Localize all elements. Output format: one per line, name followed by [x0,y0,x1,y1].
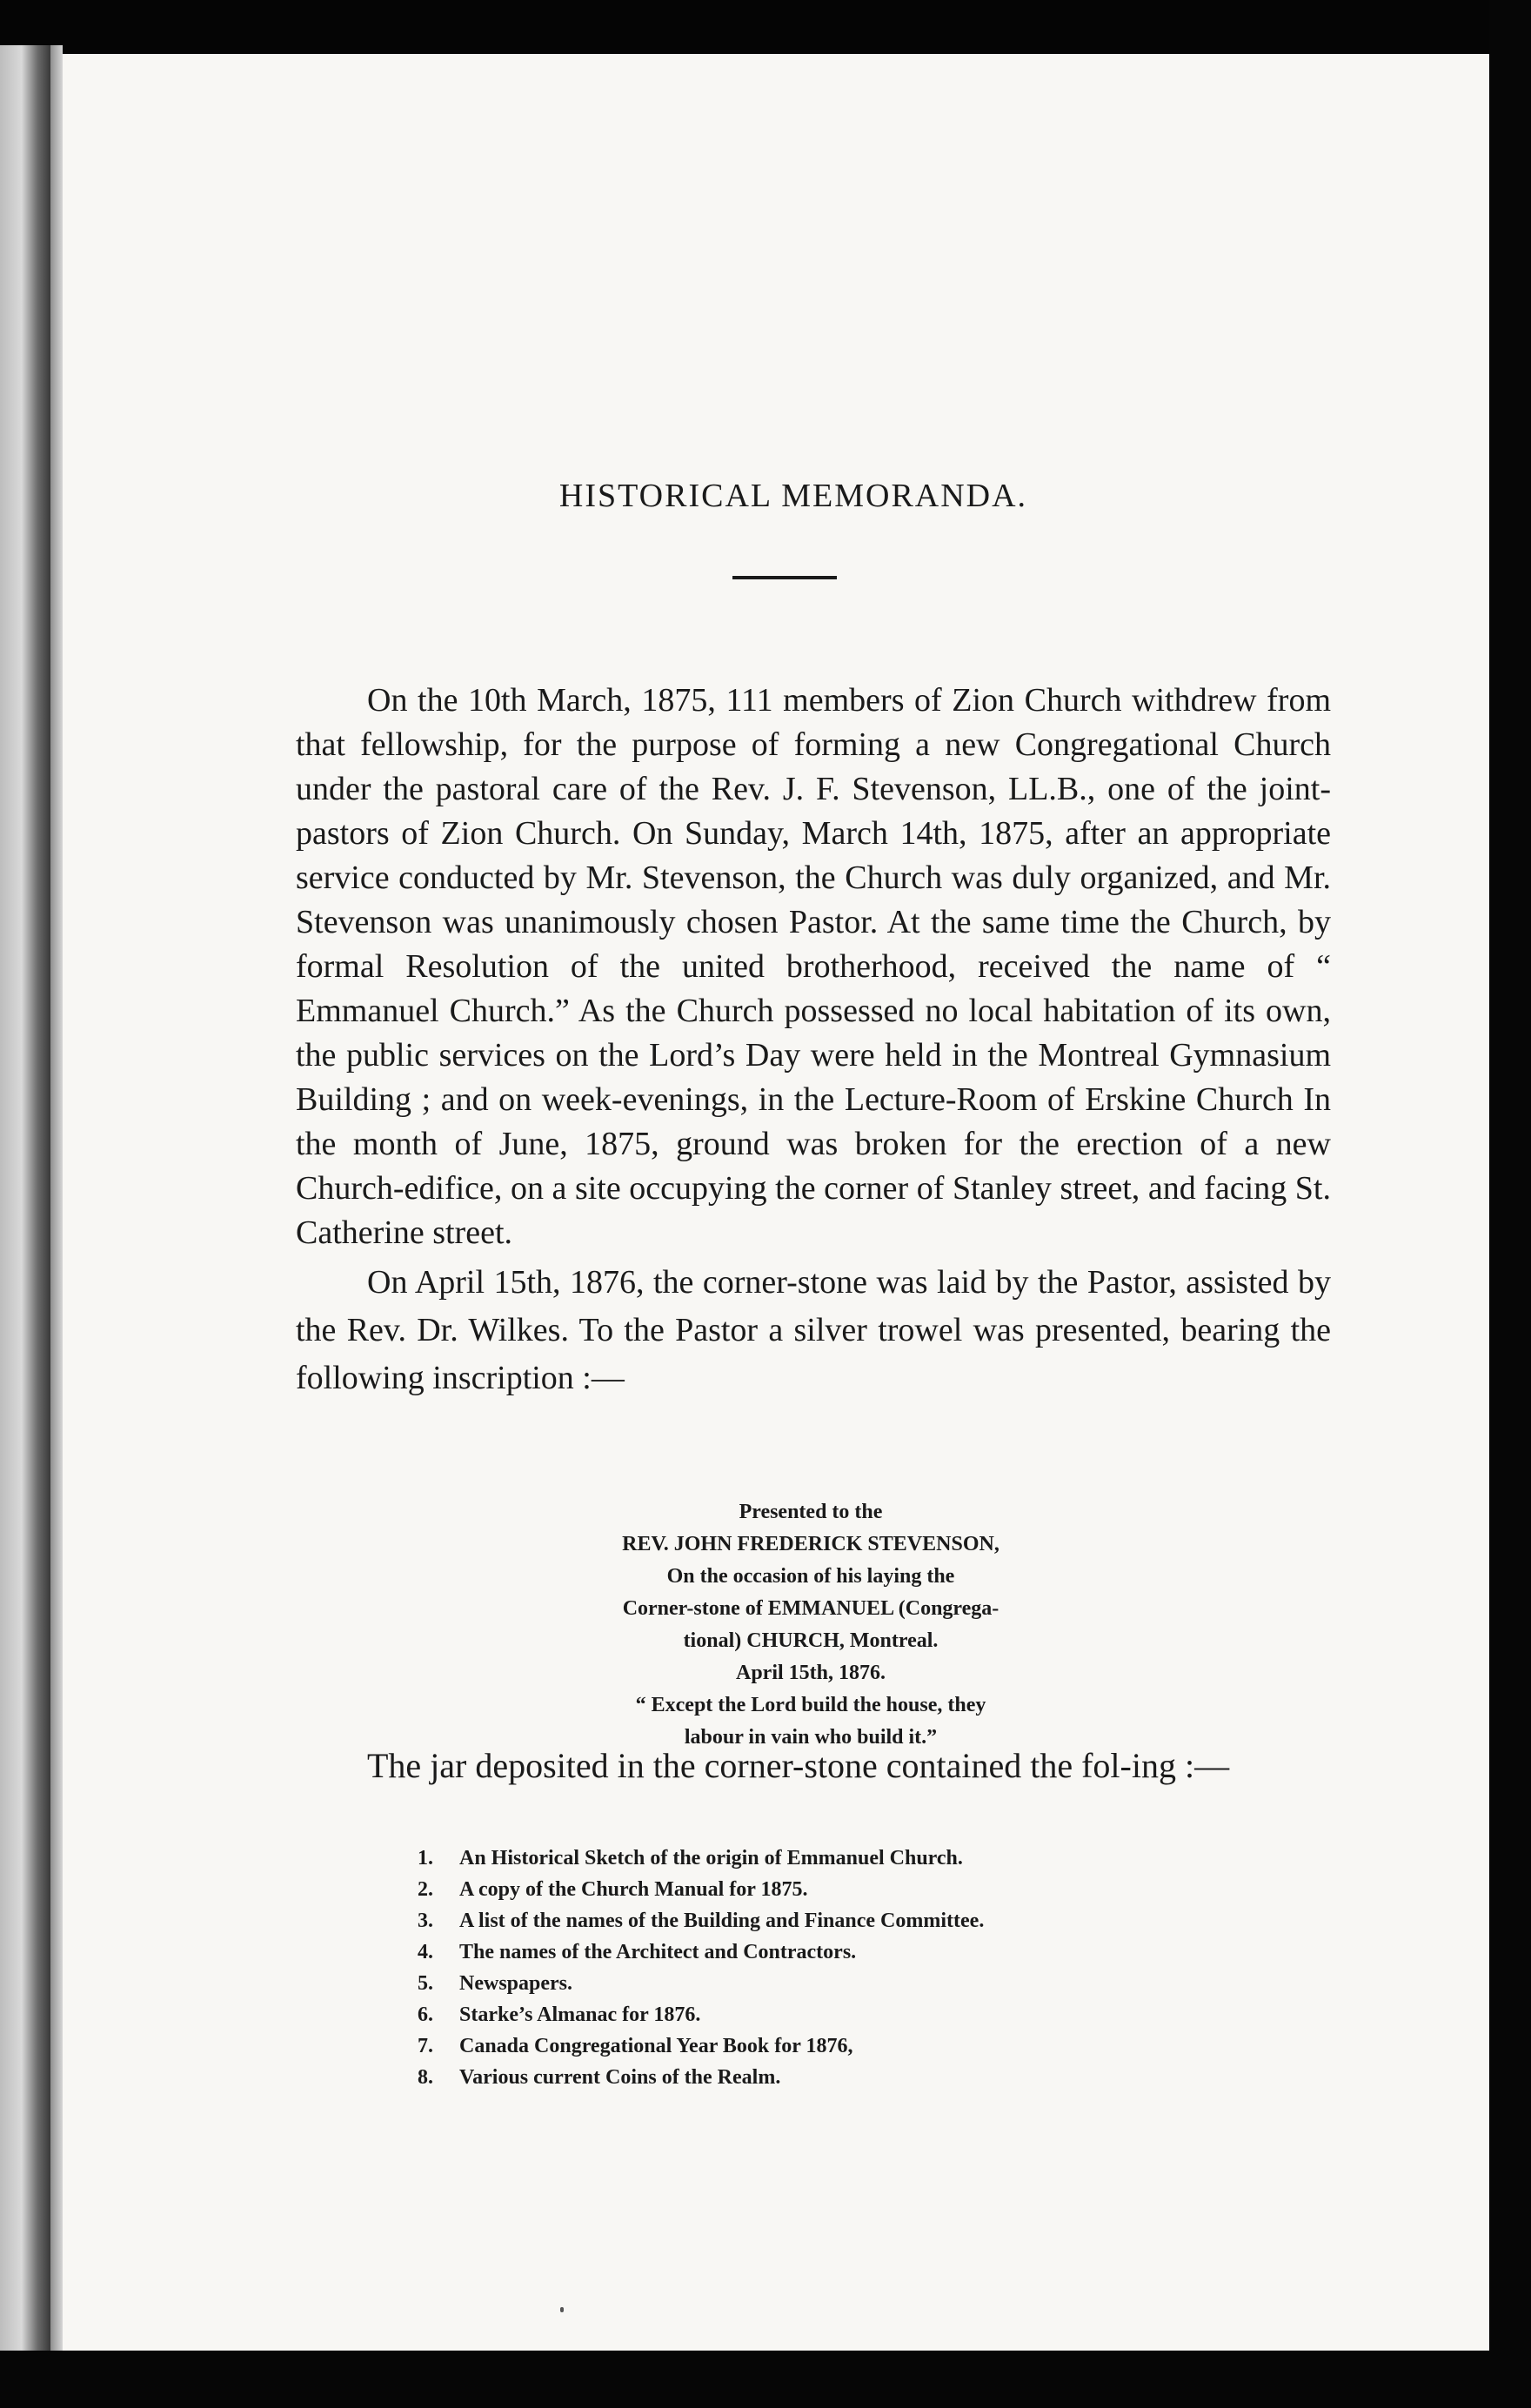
paragraph-jar: The jar deposited in the corner-stone contained the fol-ing :— [367,1746,1230,1785]
list-text: An Historical Sketch of the origin of Emmanuel Church. [459,1847,963,1870]
scan-right-border [1489,0,1531,2408]
title-divider [732,576,837,579]
list-text: The names of the Architect and Contractors. [459,1941,857,1963]
paper-speck [560,2307,564,2312]
list-number: 5. [418,1972,433,1995]
list-number: 4. [418,1941,433,1963]
list-text: A copy of the Church Manual for 1875. [459,1878,808,1901]
inscription-line: labour in vain who build it.” [684,1726,938,1749]
document-page [63,54,1489,2351]
list-item [418,1905,1200,1936]
list-number: 8. [418,2066,433,2089]
list-number: 2. [418,1878,433,1901]
list-number: 6. [418,2003,433,2026]
inscription-line: “ Except the Lord build the house, they [635,1694,986,1716]
inscription-line: Presented to the [739,1501,883,1523]
list-item [418,1874,1200,1905]
paragraph-organization: On the 10th March, 1875, 111 members of Zion Church withdrew from that fellowship, for the purpose of forming a new Congregational Church under the pastoral care of the Rev. J. F. Stevenson, LL.B., one of the joint-pastors of Zion Church. On Sunday, March 14th, 1875, after an appropriate service conducted by Mr. Stevenson, the Church was duly organized, and Mr. Stevenson was unanimously chosen Pastor. At the same time the Church, by formal Resolution of the united brotherhood, received the name of “ Emmanuel Church.” As the Church possessed no local habitation of its own, the public services on the Lord’s Day were held in the Montreal Gymnasium Building ; and on week-evenings, in the Lecture-Room of Erskine Church In the month of June, 1875, ground was broken for the erection of a new Church-edifice, on a site occupying the corner of Stanley street, and facing St. Catherine street. [296,682,1331,1251]
list-text: Canada Congregational Year Book for 1876, [459,2035,853,2057]
list-number: 1. [418,1847,433,1870]
list-text: Newspapers. [459,1972,572,1995]
paragraph-corner-stone: On April 15th, 1876, the corner-stone was laid by the Pastor, assisted by the Rev. Dr. Wilkes. To the Pastor a silver trowel was presented, bearing the following inscription :— [296,1264,1331,1396]
list-item [418,1936,1200,1968]
page-title: HISTORICAL MEMORANDA. [558,478,1028,514]
list-text: Various current Coins of the Realm. [459,2066,781,2089]
list-text: Starke’s Almanac for 1876. [459,2003,701,2026]
list-item [418,1968,1200,1999]
inscription-line: tional) CHURCH, Montreal. [683,1629,939,1652]
memoranda-body [296,679,1331,1402]
list-item [418,1843,1200,1874]
list-item [418,2030,1200,2062]
inscription-line: Corner-stone of EMMANUEL (Congrega- [622,1597,999,1620]
list-text: A list of the names of the Building and Finance Committee. [459,1910,985,1932]
trowel-inscription [550,1496,1072,1754]
book-spine-edge [0,45,54,2351]
jar-contents-list [418,1843,1200,2093]
list-item [418,2062,1200,2093]
inscription-line: REV. JOHN FREDERICK STEVENSON, [622,1533,999,1555]
scan-bottom-border [0,2351,1531,2408]
scan-top-border [0,0,1531,54]
inscription-line: April 15th, 1876. [735,1662,886,1684]
inscription-line: On the occasion of his laying the [666,1565,955,1588]
list-item [418,1999,1200,2030]
list-number: 7. [418,2035,433,2057]
list-number: 3. [418,1910,433,1932]
jar-contents-intro [296,1742,1331,1790]
